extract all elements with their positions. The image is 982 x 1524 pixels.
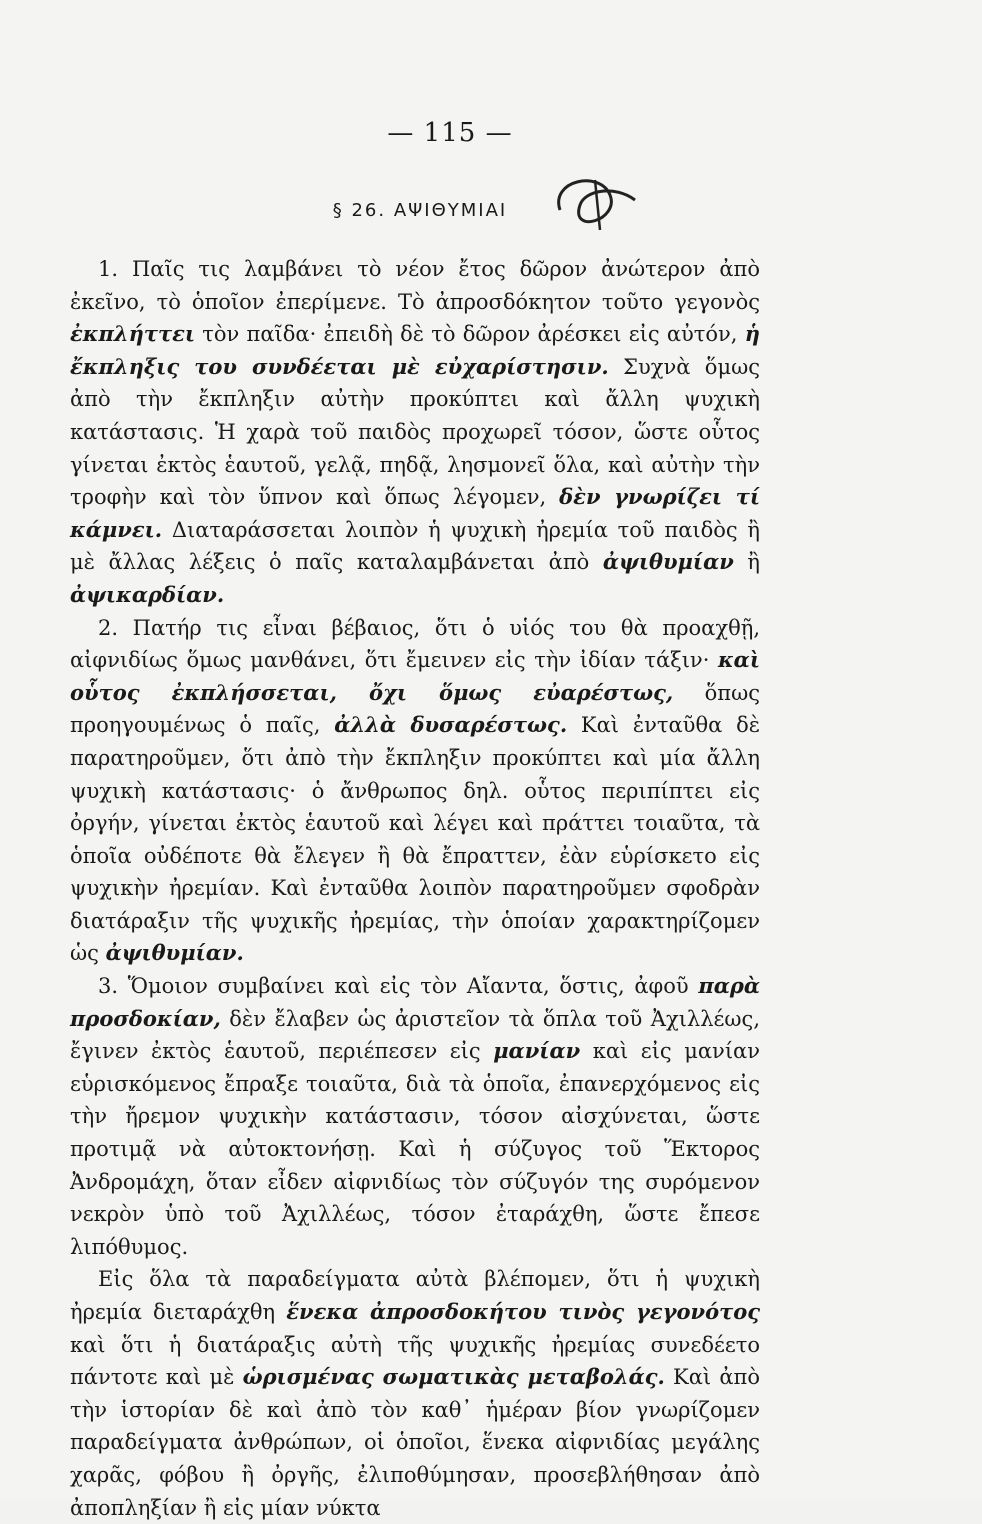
text-run: Καὶ ἀπὸ τὴν ἱστορίαν δὲ καὶ ἀπὸ τὸν καθ᾽ ἡμέραν βίον γνωρίζομεν παραδείγματα ἀνθρώπων, οἱ ὁποῖοι, ἕνεκα αἰφνιδίας μεγάλης χαρᾶς, φόβου ἢ ὀργῆς, ἐλιποθύμησαν, προσεβλήθησαν ἀπὸ ἀποπληξίαν ἢ εἰς μίαν νύκτα (70, 1365, 760, 1520)
emphasized-text: ἀλλὰ δυσαρέστως. (334, 712, 568, 738)
section-title: § 26. ΑΨΙΘΥΜΙΑΙ (332, 200, 508, 221)
emphasized-text: ἕνεκα ἀπροσδοκήτου τινὸς γεγονότος (286, 1299, 760, 1324)
text-run: τὸν παῖδα· ἐπειδὴ δὲ τὸ δῶρον ἀρέσκει εἰς αὐτόν, (195, 322, 745, 347)
emphasized-text: ἀψιθυμίαν. (105, 940, 244, 966)
text-run: 1. Παῖς τις λαμβάνει τὸ νέον ἔτος δῶρον ἀνώτερον ἀπὸ ἐκεῖνο, τὸ ὁποῖον ἐπερίμενε. Τὸ ἀπροσδόκητον τοῦτο γεγονὸς (70, 257, 760, 314)
emphasized-text: ἀψικαρδίαν. (70, 581, 225, 607)
emphasized-text: ἐκπλήττει (70, 321, 196, 347)
emphasized-text: παρὰ προσδοκίαν, (70, 973, 760, 1031)
emphasized-text: ὡρισμένας σωματικὰς μεταβολάς. (242, 1364, 665, 1390)
emphasized-text: καὶ οὗτος ἐκπλήσσεται, ὄχι ὅμως εὐαρέστως, (70, 647, 760, 705)
text-run: ὅπως προηγουμένως ὁ παῖς, (70, 680, 760, 738)
paragraph-2 (70, 612, 760, 971)
text-run: καὶ ὅτι ἡ διατάραξις αὐτὴ τῆς ψυχικῆς ἠρεμίας συνεδέετο πάντοτε καὶ μὲ (70, 1332, 760, 1390)
text-run: 3. Ὅμοιον συμβαίνει καὶ εἰς τὸν Αἴαντα, ὅστις, ἀφοῦ (98, 974, 699, 999)
body-text (70, 253, 760, 1524)
paragraph-4 (70, 1263, 760, 1524)
text-run: Συχνὰ ὅμως ἀπὸ τὴν ἔκπληξιν αὐτὴν προκύπτει καὶ ἄλλη ψυχικὴ κατάστασις. Ἡ χαρὰ τοῦ παιδὸς προχωρεῖ τόσον, ὥστε οὗτος γίνεται ἐκτὸς ἑαυτοῦ, γελᾷ, πηδᾷ, λησμονεῖ ὅλα, καὶ αὐτὴν τὴν τροφὴν καὶ τὸν ὕπνον καὶ ὅπως λέγομεν, (70, 354, 760, 510)
text-run: 2. Πατήρ τις εἶναι βέβαιος, ὅτι ὁ υἱός του θὰ προαχθῇ, αἰφνιδίως ὅμως μανθάνει, ὅτι ἔμεινεν εἰς τὴν ἰδίαν τάξιν· (70, 615, 760, 673)
page-number: — 115 — (387, 118, 513, 148)
text-run: ἢ (733, 550, 760, 575)
emphasized-text: μανίαν (493, 1038, 581, 1064)
text-run: δὲν ἔλαβεν ὡς ἀριστεῖον τὰ ὅπλα τοῦ Ἀχιλλέως, ἔγινεν ἐκτὸς ἑαυτοῦ, περιέπεσεν εἰς (70, 1006, 760, 1064)
text-run: Εἰς ὅλα τὰ παραδείγματα αὐτὰ βλέπομεν, ὅτι ἡ ψυχικὴ ἠρεμία διεταράχθη (70, 1267, 760, 1324)
text-run: καὶ εἰς μανίαν εὑρισκόμενος ἔπραξε τοιαῦτα, διὰ τὰ ὁποῖα, ἐπανερχόμενος εἰς τὴν ἤρεμον ψυχικὴν κατάστασιν, τόσον αἰσχύνεται, ὥστε προτιμᾷ νὰ αὐτοκτονήσῃ. Καὶ ἡ σύζυγος τοῦ Ἕκτορος Ἀνδρομάχη, ὅταν εἶδεν αἰφνιδίως τὸν σύζυγόν της συρόμενον νεκρὸν ὑπὸ τοῦ Ἀχιλλέως, τόσον ἐταράχθη, ὥστε ἔπεσε λιπόθυμος. (70, 1039, 760, 1259)
emphasized-text: δὲν γνωρίζει τί κάμνει. (70, 484, 760, 542)
text-run: Διαταράσσεται λοιπὸν ἡ ψυχικὴ ἠρεμία τοῦ παιδὸς ἢ μὲ ἄλλας λέξεις ὁ παῖς καταλαμβάνεται ἀπὸ (70, 517, 760, 575)
text-run: Καὶ ἐνταῦθα δὲ παρατηροῦμεν, ὅτι ἀπὸ τὴν ἔκπληξιν προκύπτει καὶ μία ἄλλη ψυχικὴ κατάστασις· ὁ ἄνθρωπος δηλ. οὗτος περιπίπτει εἰς ὀργήν, γίνεται ἐκτὸς ἑαυτοῦ καὶ λέγει καὶ πράττει τοιαῦτα, τὰ ὁποῖα οὐδέποτε θὰ ἔλεγεν ἢ θὰ ἔπραττεν, ἐὰν εὑρίσκετο εἰς ψυχικὴν ἠρεμίαν. Καὶ ἐνταῦθα λοιπὸν παρατηροῦμεν σφοδρὰν διατάραξιν τῆς ψυχικῆς ἠρεμίας, τὴν ὁποίαν χαρακτηρίζομεν ὡς (70, 713, 760, 966)
paragraph-1 (70, 253, 760, 612)
emphasized-text: ἀψιθυμίαν (602, 549, 734, 575)
paragraph-3 (70, 970, 760, 1263)
emphasized-text: ἡ ἔκπληξις του συνδέεται μὲ εὐχαρίστησιν. (70, 321, 760, 379)
